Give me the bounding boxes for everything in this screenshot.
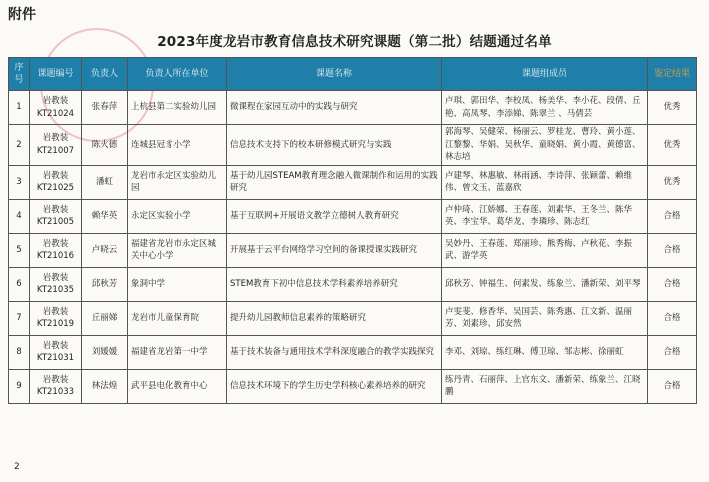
cell-leader: 张春萍	[82, 91, 128, 125]
table-row	[9, 199, 697, 233]
cell-no: 1	[9, 91, 30, 125]
cell-no: 4	[9, 199, 30, 233]
cell-leader: 刘媛媛	[82, 335, 128, 369]
table-row	[9, 369, 697, 403]
cell-leader: 林法煌	[82, 369, 128, 403]
cell-unit: 永定区实验小学	[128, 199, 227, 233]
cell-leader: 赖华英	[82, 199, 128, 233]
cell-leader: 丘丽娣	[82, 301, 128, 335]
cell-members: 卢仲琦、江娇娜、王春莲、刘素华、王冬兰、陈华英、李宝华、葛华龙、李璘珍、陈志红	[442, 199, 648, 233]
cell-code: 岩教装KT21005	[30, 199, 82, 233]
cell-members: 卢琪、郭田华、李校凤、杨美华、李小花、段倩、丘艳、高凤琴、李添娣、陈翠兰 、马倩芸	[442, 91, 648, 125]
header-members: 课题组成员	[442, 58, 648, 91]
table-row	[9, 91, 697, 125]
cell-no: 5	[9, 233, 30, 267]
cell-code: 岩教装KT21007	[30, 125, 82, 166]
cell-name: 基于互联网+开展语文教学立德树人教育研究	[227, 199, 442, 233]
results-table	[8, 57, 697, 404]
cell-unit: 福建省龙岩第一中学	[128, 335, 227, 369]
cell-name: 基于技术装备与通用技术学科深度融合的教学实践探究	[227, 335, 442, 369]
cell-members: 邱秋芳、钟福生、何素发、练象兰、潘新荣、刘平琴	[442, 267, 648, 301]
cell-leader: 卢晓云	[82, 233, 128, 267]
cell-no: 6	[9, 267, 30, 301]
table-header-row	[9, 58, 697, 91]
cell-result: 优秀	[648, 91, 697, 125]
attachment-label: 附件	[8, 7, 36, 23]
cell-unit: 象洞中学	[128, 267, 227, 301]
table-row	[9, 267, 697, 301]
cell-unit: 连城县冠豸小学	[128, 125, 227, 166]
header-no: 序号	[9, 58, 30, 91]
cell-code: 岩教装KT21016	[30, 233, 82, 267]
header-leader: 负责人	[82, 58, 128, 91]
header-result: 鉴定结果	[648, 58, 697, 91]
cell-members: 吴妙丹、王春莲、郑丽珍、熊秀梅、卢秋花、李振武、游学英	[442, 233, 648, 267]
cell-members: 练丹青、石丽萍、上官东文、潘新荣、练象兰、江晓鹏	[442, 369, 648, 403]
cell-result: 优秀	[648, 165, 697, 199]
page-title: 2023年度龙岩市教育信息技术研究课题（第二批）结题通过名单	[157, 34, 552, 50]
table-row	[9, 125, 697, 166]
cell-code: 岩教装KT21035	[30, 267, 82, 301]
cell-code: 岩教装KT21025	[30, 165, 82, 199]
cell-unit: 上杭县第二实验幼儿园	[128, 91, 227, 125]
cell-code: 岩教装KT21019	[30, 301, 82, 335]
table-row	[9, 165, 697, 199]
cell-name: 信息技术环境下的学生历史学科核心素养培养的研究	[227, 369, 442, 403]
cell-code: 岩教装KT21031	[30, 335, 82, 369]
header-code: 课题编号	[30, 58, 82, 91]
cell-no: 9	[9, 369, 30, 403]
cell-result: 合格	[648, 199, 697, 233]
cell-name: STEM教育下初中信息技术学科素养培养研究	[227, 267, 442, 301]
header-unit: 负责人所在单位	[128, 58, 227, 91]
cell-leader: 邱秋芳	[82, 267, 128, 301]
cell-unit: 武平县电化教育中心	[128, 369, 227, 403]
table-row	[9, 233, 697, 267]
cell-leader: 陈火德	[82, 125, 128, 166]
cell-name: 基于幼儿园STEAM教育理念融入微课制作和运用的实践研究	[227, 165, 442, 199]
table-row	[9, 301, 697, 335]
page-number: 2	[14, 462, 20, 472]
cell-code: 岩教装KT21033	[30, 369, 82, 403]
cell-result: 合格	[648, 335, 697, 369]
cell-result: 合格	[648, 369, 697, 403]
cell-unit: 龙岩市儿童保育院	[128, 301, 227, 335]
cell-no: 7	[9, 301, 30, 335]
cell-code: 岩教装KT21024	[30, 91, 82, 125]
cell-leader: 潘虹	[82, 165, 128, 199]
cell-result: 优秀	[648, 125, 697, 166]
cell-members: 李邓、刘琼、练红琳、傅卫琼、邹志彬、徐丽虹	[442, 335, 648, 369]
cell-members: 卢雯斐、修香华、吴国芸、陈秀惠、江文新、温丽芳、刘素珍、邱安然	[442, 301, 648, 335]
cell-name: 提升幼儿园教师信息素养的策略研究	[227, 301, 442, 335]
table-row	[9, 335, 697, 369]
cell-result: 合格	[648, 233, 697, 267]
cell-no: 2	[9, 125, 30, 166]
cell-name: 开展基于云平台网络学习空间的备课授课实践研究	[227, 233, 442, 267]
cell-members: 郭海琴、吴健荣、杨丽云、罗桂龙、曹玲、黄小莲、江黎黎、华娟、吴秋华、童晓娟、黄小霞、黄德富、林志培	[442, 125, 648, 166]
cell-no: 8	[9, 335, 30, 369]
cell-unit: 福建省龙岩市永定区城关中心小学	[128, 233, 227, 267]
header-name: 课题名称	[227, 58, 442, 91]
cell-no: 3	[9, 165, 30, 199]
cell-result: 合格	[648, 267, 697, 301]
cell-members: 卢建琴、林惠敏、林雨涵、李诗萍、张颖蕾、赖维伟、曾文玉、蓝嘉欣	[442, 165, 648, 199]
cell-unit: 龙岩市永定区实验幼儿园	[128, 165, 227, 199]
cell-result: 合格	[648, 301, 697, 335]
cell-name: 信息技术支持下的校本研修模式研究与实践	[227, 125, 442, 166]
cell-name: 微课程在家园互动中的实践与研究	[227, 91, 442, 125]
